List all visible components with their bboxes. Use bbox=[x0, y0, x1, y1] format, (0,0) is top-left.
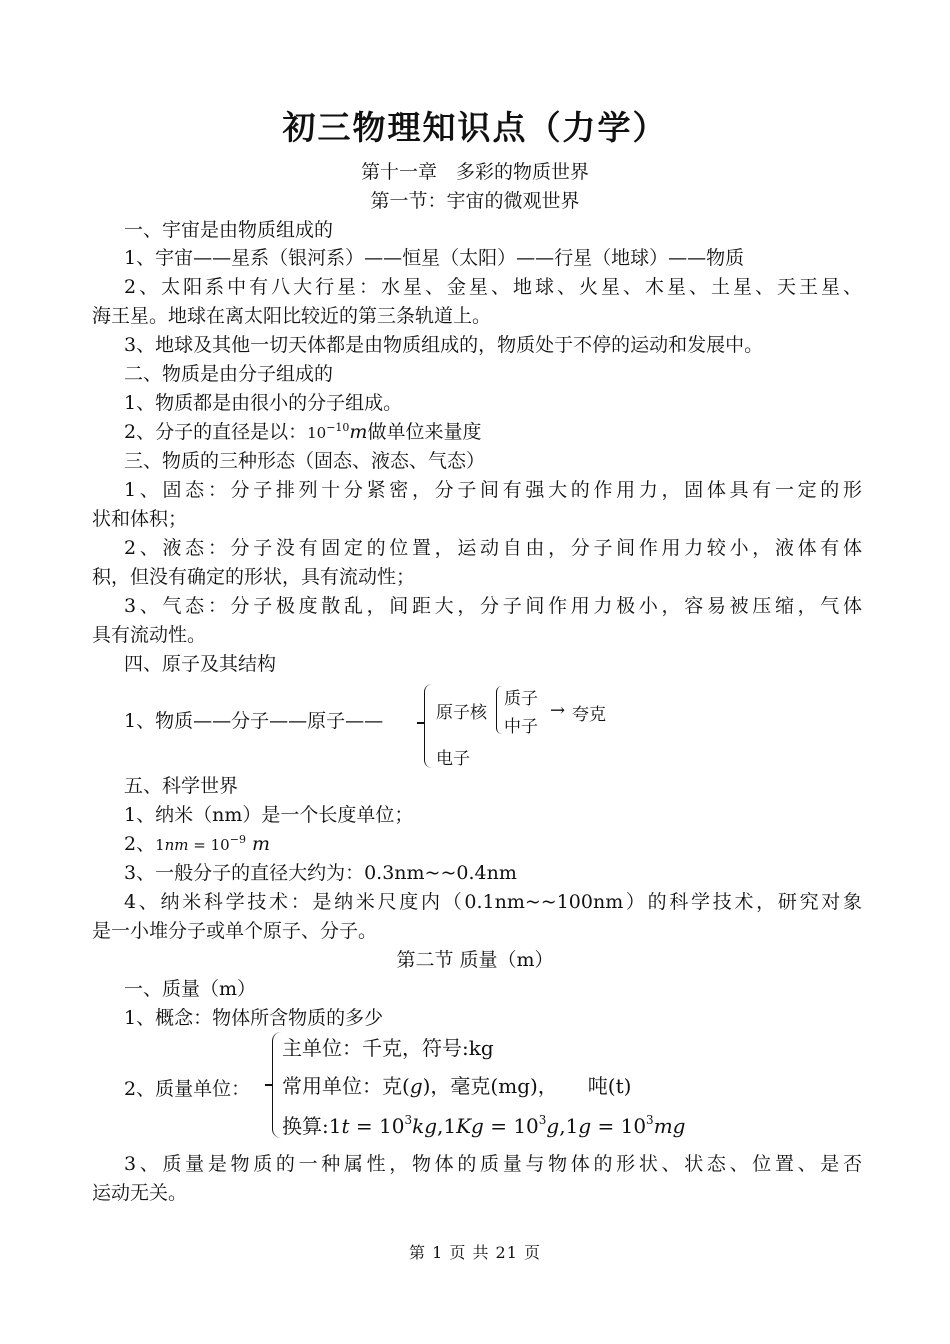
unit-symbol: g bbox=[546, 1114, 560, 1138]
proton-label: 质子 bbox=[504, 689, 538, 709]
paragraph: 2、液态：分子没有固定的位置，运动自由，分子间作用力较小，液体有体 bbox=[124, 537, 862, 559]
formula-exponent: −9 bbox=[229, 833, 246, 846]
unit-symbol: g bbox=[578, 1114, 592, 1138]
formula-unit: m bbox=[245, 833, 271, 855]
text: ,1 bbox=[437, 1114, 457, 1138]
text: 做单位来量度 bbox=[367, 421, 482, 443]
unit-symbol: kg bbox=[412, 1114, 437, 1138]
neutron-label: 中子 bbox=[504, 717, 538, 737]
section-heading: 第一节：宇宙的微观世界 bbox=[370, 190, 580, 212]
heading-1: 一、质量（m） bbox=[124, 978, 257, 1000]
paragraph: 1、纳米（nm）是一个长度单位； bbox=[124, 804, 414, 826]
page-footer: 第 1 页 共 21 页 bbox=[409, 1243, 541, 1262]
formula-part: nm bbox=[164, 836, 189, 854]
formula-exponent: −10 bbox=[326, 421, 350, 434]
formula-base: 10 bbox=[307, 424, 327, 442]
paragraph: 3、质量是物质的一种属性，物体的质量与物体的形状、状态、位置、是否 bbox=[124, 1153, 862, 1175]
paragraph: 是一小堆分子或单个原子、分子。 bbox=[92, 920, 378, 942]
quark-label: 夸克 bbox=[572, 705, 606, 725]
unit-symbol: g bbox=[409, 1074, 423, 1098]
mass-lead: 2、质量单位： bbox=[124, 1078, 251, 1100]
paragraph: 运动无关。 bbox=[92, 1182, 188, 1204]
paragraph-formula bbox=[124, 418, 862, 449]
paragraph: 1、概念：物体所含物质的多少 bbox=[124, 1007, 384, 1029]
unit-symbol: t bbox=[341, 1114, 350, 1138]
text: = 10 bbox=[483, 1114, 539, 1138]
paragraph: 3、气态：分子极度散乱，间距大，分子间作用力极小，容易被压缩，气体 bbox=[124, 595, 862, 617]
paragraph: 1、物质都是由很小的分子组成。 bbox=[124, 392, 403, 414]
formula-exponent: 3 bbox=[646, 1113, 654, 1127]
atom-structure-diagram bbox=[124, 684, 724, 774]
paragraph: 2、太阳系中有八大行星：水星、金星、地球、火星、木星、土星、天王星、 bbox=[124, 276, 862, 298]
formula-exponent: 3 bbox=[538, 1113, 547, 1127]
text: 2、 bbox=[124, 833, 156, 855]
main-unit-row: 主单位：千克，符号:kg bbox=[282, 1036, 494, 1060]
chapter-heading: 第十一章 多彩的物质世界 bbox=[360, 161, 589, 183]
formula-part: 1 bbox=[155, 836, 165, 854]
atom-lead: 1、物质——分子——原子—— bbox=[124, 710, 384, 732]
text: ,1 bbox=[559, 1114, 579, 1138]
text: = 10 bbox=[591, 1114, 647, 1138]
heading-3: 三、物质的三种形态（固态、液态、气态） bbox=[124, 450, 486, 472]
left-brace bbox=[424, 684, 435, 768]
formula-exponent: 3 bbox=[404, 1113, 413, 1127]
electron-label: 电子 bbox=[436, 749, 470, 769]
heading-2: 二、物质是由分子组成的 bbox=[124, 363, 334, 385]
text: )，毫克(mg)， 吨(t) bbox=[422, 1074, 632, 1098]
nucleus-label: 原子核 bbox=[436, 703, 487, 723]
section-heading: 第二节 质量（m） bbox=[396, 949, 554, 971]
right-arrow-icon: → bbox=[550, 700, 566, 721]
unit-symbol: mg bbox=[653, 1114, 686, 1138]
text: 2、分子的直径是以： bbox=[124, 421, 308, 443]
text: 常用单位：克( bbox=[282, 1074, 410, 1098]
common-unit-row bbox=[282, 1070, 631, 1099]
paragraph: 1、固态：分子排列十分紧密，分子间有强大的作用力，固体具有一定的形 bbox=[124, 479, 862, 501]
paragraph: 1、宇宙——星系（银河系）——恒星（太阳）——行星（地球）——物质 bbox=[124, 247, 745, 269]
heading-4: 四、原子及其结构 bbox=[124, 653, 277, 675]
heading-5: 五、科学世界 bbox=[124, 775, 239, 797]
heading-1: 一、宇宙是由物质组成的 bbox=[124, 219, 334, 241]
paragraph-formula bbox=[124, 830, 862, 861]
conversion-row bbox=[282, 1110, 685, 1139]
formula-unit: m bbox=[349, 421, 368, 443]
text: 换算:1 bbox=[282, 1114, 342, 1138]
paragraph: 4、纳米科学技术：是纳米尺度内（0.1nm~~100nm）的科学技术，研究对象 bbox=[124, 891, 862, 913]
text: = 10 bbox=[349, 1114, 405, 1138]
paragraph: 状和体积； bbox=[92, 508, 188, 530]
paragraph: 积，但没有确定的形状，具有流动性； bbox=[92, 566, 416, 588]
paragraph: 3、地球及其他一切天体都是由物质组成的，物质处于不停的运动和发展中。 bbox=[124, 334, 764, 356]
page-title: 初三物理知识点（力学） bbox=[282, 108, 668, 147]
unit-symbol: Kg bbox=[456, 1114, 484, 1138]
mass-units-block bbox=[124, 1030, 774, 1142]
paragraph: 具有流动性。 bbox=[92, 624, 207, 646]
formula-part: = 10 bbox=[188, 836, 230, 854]
paragraph: 3、一般分子的直径大约为：0.3nm~~0.4nm bbox=[124, 862, 517, 884]
paragraph: 海王星。地球在离太阳比较近的第三条轨道上。 bbox=[92, 305, 492, 327]
